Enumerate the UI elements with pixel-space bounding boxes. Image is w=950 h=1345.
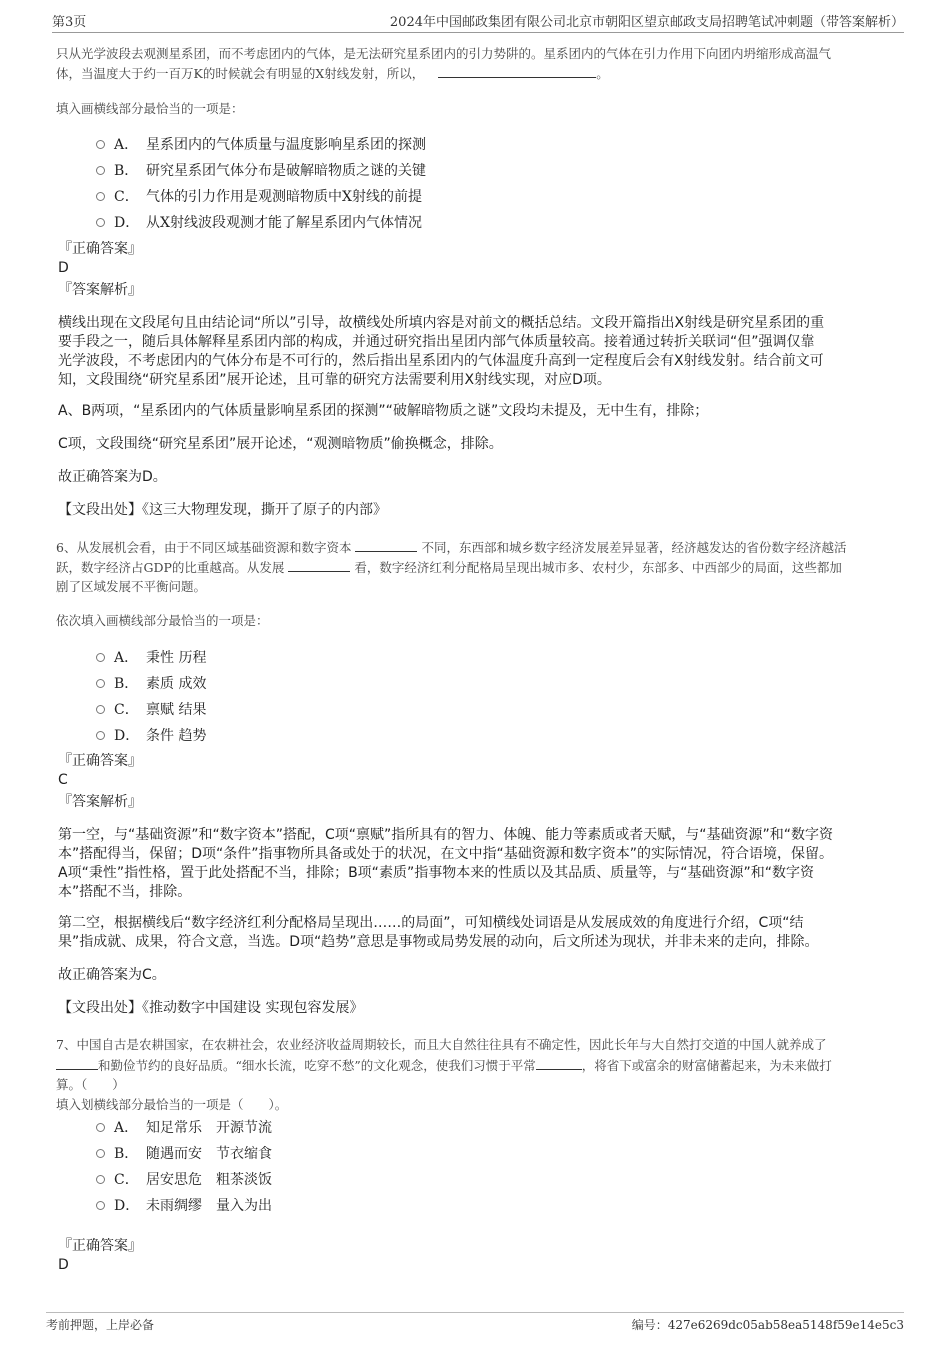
q5-analysis-para2: A、B两项，“星系团内的气体质量影响星系团的探测”“破解暗物质之谜”文段均未提及，无中生有，排除； — [58, 403, 709, 419]
document-title: 2024年中国邮政集团有限公司北京市朝阳区望京邮政支局招聘笔试冲刺题（带答案解析） — [389, 14, 904, 30]
q7-answer: D — [58, 1257, 69, 1273]
q6-source: 【文段出处】《推动数字中国建设 实现包容发展》 — [58, 1000, 364, 1016]
q5-option-c[interactable]: C． 气体的引力作用是观测暗物质中X射线的前提 — [96, 186, 422, 206]
q7-prompt: 填入划横线部分最恰当的一项是（ ）。 — [56, 1097, 288, 1112]
q7-stem-line1: 7、中国自古是农耕国家，在农耕社会，农业经济收益周期较长，而且大自然往往具有不确定性，因此长年与大自然打交道的中国人就养成了 — [56, 1037, 827, 1052]
q6-option-d[interactable]: D． 条件 趋势 — [96, 725, 206, 745]
q6-option-b[interactable]: B． 素质 成效 — [96, 673, 206, 693]
radio-icon[interactable] — [96, 731, 105, 740]
q6-option-a[interactable]: A． 秉性 历程 — [96, 647, 206, 667]
q5-answer: D — [58, 260, 69, 276]
q5-option-d[interactable]: D． 从X射线波段观测才能了解星系团内气体情况 — [96, 212, 422, 232]
q7-option-b[interactable]: B． 随遇而安 节衣缩食 — [96, 1143, 272, 1163]
radio-icon[interactable] — [96, 1149, 105, 1158]
q7-blank-1 — [56, 1055, 98, 1070]
q6-stem-line1: 6、从发展机会看，由于不同区域基础资源和数字资本 不同，东西部和城乡数字经济发展差异显著，经济越发达的省份数字经济越活 — [56, 537, 846, 557]
q7-option-a[interactable]: A． 知足常乐 开源节流 — [96, 1117, 272, 1137]
document-id: 编号：427e6269dc05ab58ea5148f59e14e5c3 — [631, 1318, 904, 1332]
q5-source: 【文段出处】《这三大物理发现，撕开了原子的内部》 — [58, 502, 387, 518]
q5-analysis-para1: 横线出现在文段尾句且由结论词“所以”引导，故横线处所填内容是对前文的概括总结。文段开篇指出X射线是研究星系团的重 要手段之一，随后具体解释星系团内部的构成，并通过研究指出星团内部气体质量较高。接着通过转折关联词“但”强调仅靠 光学波段，不考虑团内的气体分布是不可行的，然后指出星系团内的气体温度升高到一定程度后会有X射线发射。结合前文可 知，文段围绕“研究星系团”展开论述，且可靠的研究方法需要利用X射线实现，对应D项。 — [58, 315, 825, 388]
q5-intro-line1: 只从光学波段去观测星系团，而不考虑团内的气体，是无法研究星系团内的引力势阱的。星系团内的气体在引力作用下向团内坍缩形成高温气 — [56, 46, 832, 61]
radio-icon[interactable] — [96, 653, 105, 662]
q5-option-b[interactable]: B． 研究星系团气体分布是破解暗物质之谜的关键 — [96, 160, 426, 180]
radio-icon[interactable] — [96, 192, 105, 201]
q7-stem-line3: 算。（ ） — [56, 1077, 125, 1092]
q5-conclusion: 故正确答案为D。 — [58, 469, 167, 485]
q6-answer: C — [58, 772, 68, 788]
q7-option-d[interactable]: D． 未雨绸缪 量入为出 — [96, 1195, 272, 1215]
q6-analysis-para1: 第一空，与“基础资源”和“数字资本”搭配，C项“禀赋”指所具有的智力、体魄、能力等素质或者天赋，与“基础资源”和“数字资 本”搭配得当，保留；D项“条件”指事物所具备或处于的状况，在文中指“基础资源和数字资本”的实际情况，符合语境，保留。 A项“秉性”指性格，置于此处搭配不当，排除；B项“素质”指事物本来的性质以及其品质、质量等，与“基础资源”和“数字资 本”搭配不当，排除。 — [58, 827, 834, 900]
q6-option-c[interactable]: C． 禀赋 结果 — [96, 699, 206, 719]
radio-icon[interactable] — [96, 140, 105, 149]
radio-icon[interactable] — [96, 1175, 105, 1184]
q5-intro-line2: 体，当温度大于约一百万K的时候就会有明显的X射线发射，所以， 。 — [56, 63, 609, 83]
radio-icon[interactable] — [96, 705, 105, 714]
q5-option-a[interactable]: A． 星系团内的气体质量与温度影响星系团的探测 — [96, 134, 426, 154]
q5-analysis-label: 『答案解析』 — [58, 282, 142, 298]
q6-analysis-para2: 第二空，根据横线后“数字经济红利分配格局呈现出……的局面”，可知横线处词语是从发展成效的角度进行介绍，C项“结 果”指成就、成果，符合文意，当选。D项“趋势”意思是事物或局势发展的动向，后文所述为现状，并非未来的走向，排除。 — [58, 915, 819, 950]
q5-analysis-para3: C项，文段围绕“研究星系团”展开论述，“观测暗物质”偷换概念，排除。 — [58, 436, 503, 452]
q7-answer-label: 『正确答案』 — [58, 1238, 142, 1254]
q6-conclusion: 故正确答案为C。 — [58, 967, 166, 983]
q7-stem-line2: 和勤俭节约的良好品质。“细水长流，吃穿不愁”的文化观念，使我们习惯于平常 ，将省下或富余的财富储蓄起来，为未来做打 — [56, 1055, 832, 1075]
radio-icon[interactable] — [96, 166, 105, 175]
q5-blank — [438, 63, 596, 78]
radio-icon[interactable] — [96, 1123, 105, 1132]
q5-prompt: 填入画横线部分最恰当的一项是： — [56, 101, 244, 116]
page-header — [52, 8, 904, 33]
radio-icon[interactable] — [96, 1201, 105, 1210]
q6-stem-line2: 跃，数字经济占GDP的比重越高。从发展 看，数字经济红利分配格局呈现出城市多、农村少，东部多、中西部少的局面，这些都加 — [56, 557, 842, 577]
q5-answer-label: 『正确答案』 — [58, 241, 142, 257]
page-footer — [46, 1312, 904, 1333]
page-number: 第3页 — [52, 14, 87, 30]
q6-prompt: 依次填入画横线部分最恰当的一项是： — [56, 613, 269, 628]
q7-option-c[interactable]: C． 居安思危 粗茶淡饭 — [96, 1169, 272, 1189]
q7-blank-2 — [536, 1055, 582, 1070]
q6-answer-label: 『正确答案』 — [58, 753, 142, 769]
footer-slogan: 考前押题，上岸必备 — [46, 1318, 155, 1332]
q6-analysis-label: 『答案解析』 — [58, 794, 142, 810]
radio-icon[interactable] — [96, 679, 105, 688]
q6-blank-2 — [288, 557, 350, 572]
q6-blank-1 — [355, 537, 417, 552]
q6-stem-line3: 剧了区域发展不平衡问题。 — [56, 579, 207, 594]
radio-icon[interactable] — [96, 218, 105, 227]
